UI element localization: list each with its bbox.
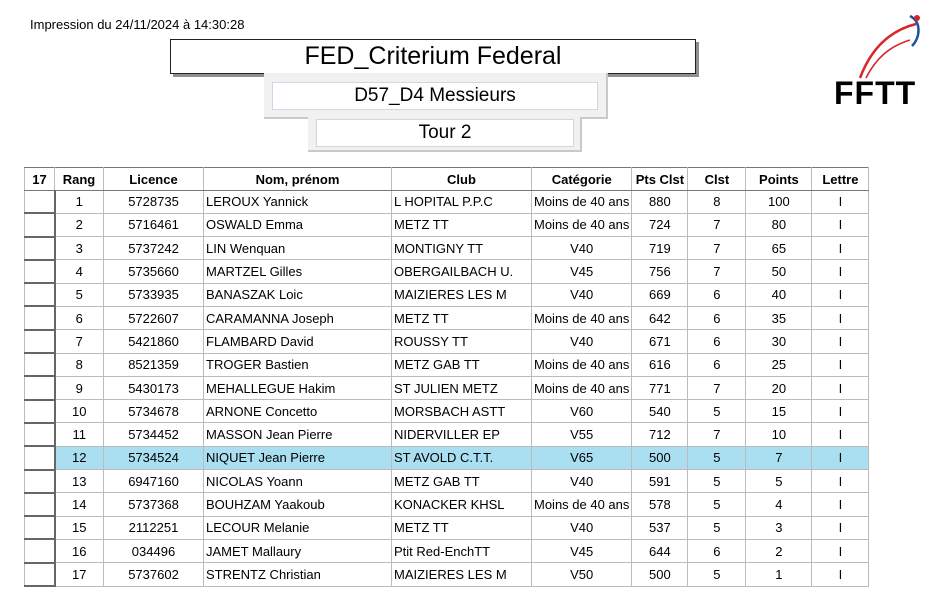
pts-clst-cell: 719 bbox=[632, 237, 688, 260]
category-cell: V40 bbox=[532, 516, 632, 539]
letter-cell: I bbox=[812, 563, 869, 586]
licence-cell: 5734452 bbox=[104, 423, 204, 446]
table-row bbox=[25, 330, 869, 353]
rang-cell: 14 bbox=[55, 493, 104, 516]
club-cell: METZ GAB TT bbox=[392, 353, 532, 376]
points-cell: 100 bbox=[746, 191, 812, 214]
clst-cell: 8 bbox=[688, 191, 746, 214]
clst-cell: 7 bbox=[688, 423, 746, 446]
licence-cell: 5734524 bbox=[104, 446, 204, 469]
category-cell: Moins de 40 ans bbox=[532, 376, 632, 399]
name-cell: BOUHZAM Yaakoub bbox=[204, 493, 392, 516]
licence-cell: 5430173 bbox=[104, 376, 204, 399]
licence-cell: 5733935 bbox=[104, 283, 204, 306]
table-row bbox=[25, 539, 869, 562]
category-cell: V40 bbox=[532, 237, 632, 260]
club-cell: MAIZIERES LES M bbox=[392, 283, 532, 306]
rang-cell: 10 bbox=[55, 400, 104, 423]
clst-cell: 6 bbox=[688, 330, 746, 353]
category-cell: Moins de 40 ans bbox=[532, 493, 632, 516]
clst-cell: 7 bbox=[688, 237, 746, 260]
letter-cell: I bbox=[812, 237, 869, 260]
table-row bbox=[25, 353, 869, 376]
rang-cell: 7 bbox=[55, 330, 104, 353]
row-checkbox[interactable] bbox=[25, 446, 55, 469]
club-cell: NIDERVILLER EP bbox=[392, 423, 532, 446]
category-cell: V55 bbox=[532, 423, 632, 446]
table-header-row bbox=[25, 168, 869, 191]
points-cell: 2 bbox=[746, 539, 812, 562]
fftt-logo bbox=[832, 12, 924, 108]
pts-clst-cell: 578 bbox=[632, 493, 688, 516]
clst-cell: 6 bbox=[688, 306, 746, 329]
row-checkbox[interactable] bbox=[25, 330, 55, 353]
category-cell: V65 bbox=[532, 446, 632, 469]
licence-cell: 2112251 bbox=[104, 516, 204, 539]
row-checkbox[interactable] bbox=[25, 237, 55, 260]
points-cell: 7 bbox=[746, 446, 812, 469]
page-title: FED_Criterium Federal bbox=[170, 39, 696, 74]
rang-cell: 8 bbox=[55, 353, 104, 376]
letter-cell: I bbox=[812, 493, 869, 516]
table-row bbox=[25, 516, 869, 539]
club-cell: MAIZIERES LES M bbox=[392, 563, 532, 586]
row-checkbox[interactable] bbox=[25, 191, 55, 214]
letter-cell: I bbox=[812, 516, 869, 539]
pts-clst-cell: 500 bbox=[632, 446, 688, 469]
division-panel bbox=[264, 73, 608, 119]
clst-cell: 6 bbox=[688, 283, 746, 306]
letter-cell: I bbox=[812, 191, 869, 214]
letter-cell: I bbox=[812, 306, 869, 329]
points-cell: 30 bbox=[746, 330, 812, 353]
licence-cell: 034496 bbox=[104, 539, 204, 562]
pts-clst-cell: 537 bbox=[632, 516, 688, 539]
licence-cell: 5735660 bbox=[104, 260, 204, 283]
club-cell: ROUSSY TT bbox=[392, 330, 532, 353]
row-checkbox[interactable] bbox=[25, 516, 55, 539]
table-row bbox=[25, 306, 869, 329]
table-row bbox=[25, 493, 869, 516]
clst-cell: 5 bbox=[688, 470, 746, 493]
table-row bbox=[25, 191, 869, 214]
points-cell: 4 bbox=[746, 493, 812, 516]
category-cell: V60 bbox=[532, 400, 632, 423]
pts-clst-cell: 669 bbox=[632, 283, 688, 306]
category-cell: V40 bbox=[532, 283, 632, 306]
table-row bbox=[25, 237, 869, 260]
header-col-rang: Rang bbox=[55, 168, 104, 191]
row-checkbox[interactable] bbox=[25, 283, 55, 306]
row-checkbox[interactable] bbox=[25, 563, 55, 586]
name-cell: CARAMANNA Joseph bbox=[204, 306, 392, 329]
club-cell: L HOPITAL P.P.C bbox=[392, 191, 532, 214]
clst-cell: 6 bbox=[688, 353, 746, 376]
letter-cell: I bbox=[812, 376, 869, 399]
header-col-pts-clst: Pts Clst bbox=[632, 168, 688, 191]
licence-cell: 5734678 bbox=[104, 400, 204, 423]
name-cell: JAMET Mallaury bbox=[204, 539, 392, 562]
name-cell: ARNONE Concetto bbox=[204, 400, 392, 423]
licence-cell: 5728735 bbox=[104, 191, 204, 214]
header-col-points: Points bbox=[746, 168, 812, 191]
letter-cell: I bbox=[812, 330, 869, 353]
round-title: Tour 2 bbox=[316, 119, 574, 147]
letter-cell: I bbox=[812, 213, 869, 236]
letter-cell: I bbox=[812, 353, 869, 376]
table-row bbox=[25, 283, 869, 306]
points-cell: 3 bbox=[746, 516, 812, 539]
category-cell: V50 bbox=[532, 563, 632, 586]
clst-cell: 7 bbox=[688, 260, 746, 283]
rang-cell: 12 bbox=[55, 446, 104, 469]
table-row bbox=[25, 470, 869, 493]
pts-clst-cell: 880 bbox=[632, 191, 688, 214]
letter-cell: I bbox=[812, 283, 869, 306]
name-cell: NICOLAS Yoann bbox=[204, 470, 392, 493]
clst-cell: 6 bbox=[688, 539, 746, 562]
category-cell: Moins de 40 ans bbox=[532, 213, 632, 236]
letter-cell: I bbox=[812, 470, 869, 493]
category-cell: V45 bbox=[532, 539, 632, 562]
row-checkbox[interactable] bbox=[25, 353, 55, 376]
header-col-count: 17 bbox=[25, 168, 55, 191]
clst-cell: 7 bbox=[688, 376, 746, 399]
club-cell: METZ TT bbox=[392, 516, 532, 539]
club-cell: MORSBACH ASTT bbox=[392, 400, 532, 423]
clst-cell: 5 bbox=[688, 563, 746, 586]
division-title: D57_D4 Messieurs bbox=[272, 82, 598, 110]
licence-cell: 5716461 bbox=[104, 213, 204, 236]
name-cell: LECOUR Melanie bbox=[204, 516, 392, 539]
row-checkbox[interactable] bbox=[25, 423, 55, 446]
row-checkbox[interactable] bbox=[25, 539, 55, 562]
clst-cell: 5 bbox=[688, 493, 746, 516]
row-checkbox[interactable] bbox=[25, 493, 55, 516]
pts-clst-cell: 756 bbox=[632, 260, 688, 283]
club-cell: METZ TT bbox=[392, 306, 532, 329]
letter-cell: I bbox=[812, 446, 869, 469]
table-row bbox=[25, 213, 869, 236]
row-checkbox[interactable] bbox=[25, 213, 55, 236]
table-row bbox=[25, 446, 869, 469]
clst-cell: 7 bbox=[688, 213, 746, 236]
pts-clst-cell: 540 bbox=[632, 400, 688, 423]
rang-cell: 15 bbox=[55, 516, 104, 539]
name-cell: FLAMBARD David bbox=[204, 330, 392, 353]
rang-cell: 1 bbox=[55, 191, 104, 214]
clst-cell: 5 bbox=[688, 400, 746, 423]
letter-cell: I bbox=[812, 539, 869, 562]
points-cell: 40 bbox=[746, 283, 812, 306]
table-row bbox=[25, 423, 869, 446]
row-checkbox[interactable] bbox=[25, 470, 55, 493]
rang-cell: 2 bbox=[55, 213, 104, 236]
pts-clst-cell: 644 bbox=[632, 539, 688, 562]
club-cell: KONACKER KHSL bbox=[392, 493, 532, 516]
header-col-categorie: Catégorie bbox=[532, 168, 632, 191]
header-col-licence: Licence bbox=[104, 168, 204, 191]
points-cell: 5 bbox=[746, 470, 812, 493]
header-col-clst: Clst bbox=[688, 168, 746, 191]
letter-cell: I bbox=[812, 400, 869, 423]
name-cell: MARTZEL Gilles bbox=[204, 260, 392, 283]
print-date: Impression du 24/11/2024 à 14:30:28 bbox=[30, 17, 245, 32]
rang-cell: 5 bbox=[55, 283, 104, 306]
table-row bbox=[25, 400, 869, 423]
letter-cell: I bbox=[812, 260, 869, 283]
licence-cell: 5722607 bbox=[104, 306, 204, 329]
name-cell: TROGER Bastien bbox=[204, 353, 392, 376]
rang-cell: 16 bbox=[55, 539, 104, 562]
club-cell: ST JULIEN METZ bbox=[392, 376, 532, 399]
rang-cell: 3 bbox=[55, 237, 104, 260]
points-cell: 50 bbox=[746, 260, 812, 283]
category-cell: V40 bbox=[532, 470, 632, 493]
club-cell: Ptit Red-EnchTT bbox=[392, 539, 532, 562]
licence-cell: 6947160 bbox=[104, 470, 204, 493]
clst-cell: 5 bbox=[688, 516, 746, 539]
category-cell: V40 bbox=[532, 330, 632, 353]
pts-clst-cell: 771 bbox=[632, 376, 688, 399]
pts-clst-cell: 500 bbox=[632, 563, 688, 586]
club-cell: ST AVOLD C.T.T. bbox=[392, 446, 532, 469]
pts-clst-cell: 671 bbox=[632, 330, 688, 353]
name-cell: MASSON Jean Pierre bbox=[204, 423, 392, 446]
table-row bbox=[25, 563, 869, 586]
name-cell: LEROUX Yannick bbox=[204, 191, 392, 214]
rang-cell: 6 bbox=[55, 306, 104, 329]
svg-text:FFTT: FFTT bbox=[834, 75, 917, 108]
name-cell: LIN Wenquan bbox=[204, 237, 392, 260]
pts-clst-cell: 724 bbox=[632, 213, 688, 236]
pts-clst-cell: 591 bbox=[632, 470, 688, 493]
points-cell: 1 bbox=[746, 563, 812, 586]
points-cell: 15 bbox=[746, 400, 812, 423]
name-cell: STRENTZ Christian bbox=[204, 563, 392, 586]
rang-cell: 9 bbox=[55, 376, 104, 399]
licence-cell: 5421860 bbox=[104, 330, 204, 353]
round-panel bbox=[308, 117, 582, 152]
row-checkbox[interactable] bbox=[25, 306, 55, 329]
row-checkbox[interactable] bbox=[25, 260, 55, 283]
pts-clst-cell: 712 bbox=[632, 423, 688, 446]
table-row bbox=[25, 376, 869, 399]
category-cell: Moins de 40 ans bbox=[532, 191, 632, 214]
points-cell: 25 bbox=[746, 353, 812, 376]
rang-cell: 13 bbox=[55, 470, 104, 493]
header-col-nom: Nom, prénom bbox=[204, 168, 392, 191]
clst-cell: 5 bbox=[688, 446, 746, 469]
name-cell: MEHALLEGUE Hakim bbox=[204, 376, 392, 399]
points-cell: 20 bbox=[746, 376, 812, 399]
club-cell: METZ TT bbox=[392, 213, 532, 236]
points-cell: 10 bbox=[746, 423, 812, 446]
letter-cell: I bbox=[812, 423, 869, 446]
category-cell: Moins de 40 ans bbox=[532, 306, 632, 329]
name-cell: NIQUET Jean Pierre bbox=[204, 446, 392, 469]
name-cell: BANASZAK Loic bbox=[204, 283, 392, 306]
pts-clst-cell: 616 bbox=[632, 353, 688, 376]
club-cell: OBERGAILBACH U. bbox=[392, 260, 532, 283]
club-cell: METZ GAB TT bbox=[392, 470, 532, 493]
licence-cell: 8521359 bbox=[104, 353, 204, 376]
header-col-lettre: Lettre bbox=[812, 168, 869, 191]
points-cell: 80 bbox=[746, 213, 812, 236]
row-checkbox[interactable] bbox=[25, 376, 55, 399]
rang-cell: 4 bbox=[55, 260, 104, 283]
rang-cell: 11 bbox=[55, 423, 104, 446]
licence-cell: 5737368 bbox=[104, 493, 204, 516]
category-cell: V45 bbox=[532, 260, 632, 283]
points-cell: 65 bbox=[746, 237, 812, 260]
header-col-club: Club bbox=[392, 168, 532, 191]
results-table bbox=[24, 167, 869, 587]
rang-cell: 17 bbox=[55, 563, 104, 586]
table-row bbox=[25, 260, 869, 283]
name-cell: OSWALD Emma bbox=[204, 213, 392, 236]
licence-cell: 5737242 bbox=[104, 237, 204, 260]
row-checkbox[interactable] bbox=[25, 400, 55, 423]
points-cell: 35 bbox=[746, 306, 812, 329]
category-cell: Moins de 40 ans bbox=[532, 353, 632, 376]
pts-clst-cell: 642 bbox=[632, 306, 688, 329]
licence-cell: 5737602 bbox=[104, 563, 204, 586]
club-cell: MONTIGNY TT bbox=[392, 237, 532, 260]
